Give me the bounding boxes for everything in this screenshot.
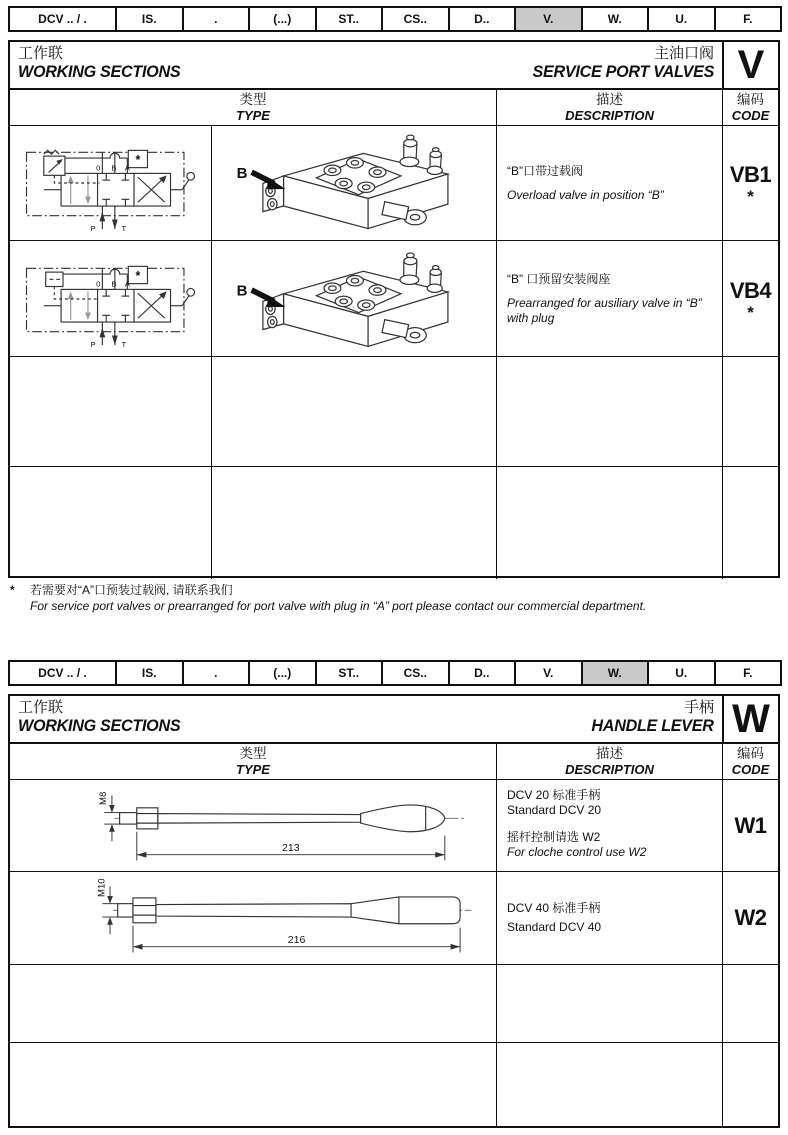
section-title-en: WORKING SECTIONS	[18, 716, 181, 736]
col-desc-en: DESCRIPTION	[565, 107, 654, 123]
code-value: VB1	[729, 162, 772, 188]
col-type-cn: 类型	[239, 91, 267, 107]
section-subtitle-en: SERVICE PORT VALVES	[532, 62, 714, 82]
code-value: W2	[734, 905, 767, 930]
valve-photo-vb4	[212, 241, 496, 356]
port-b-label: B	[110, 163, 116, 173]
tab-cs: CS..	[383, 662, 450, 684]
section-title-cn: 工作联	[18, 699, 64, 716]
description-cell-w2	[497, 872, 723, 964]
col-type-en: TYPE	[236, 107, 270, 123]
photo-port-b-label: B	[236, 282, 248, 300]
asterisk-box-label: *	[134, 152, 140, 167]
index-tab-row-w	[8, 660, 782, 686]
table-header-w	[10, 744, 778, 780]
section-code-letter: W	[722, 696, 778, 742]
description-cell-w1	[497, 780, 723, 871]
desc1-cn: DCV 40 标准手柄	[507, 901, 601, 915]
tab-parens: (...)	[250, 662, 317, 684]
valve-photo-vb1	[212, 126, 496, 240]
footnote-cn: 若需要对“A”口预装过载阀, 请联系我们	[30, 583, 233, 597]
thread-dim-label: M8	[97, 791, 109, 805]
desc1-en: Standard DCV 20	[507, 803, 602, 817]
section-header-v	[10, 42, 778, 90]
section-subtitle-cn: 手柄	[683, 699, 714, 716]
section-service-port-valves	[8, 40, 780, 578]
tab-is: IS.	[117, 662, 184, 684]
table-row-w2	[10, 872, 778, 965]
code-cell-w2	[723, 872, 778, 964]
tab-v: V.	[516, 662, 583, 684]
tab-v-active: V.	[516, 8, 583, 30]
col-code-en: CODE	[731, 107, 770, 123]
desc2-en: For cloche control use W2	[507, 845, 647, 859]
desc2-cn: 摇杆控制请选 W2	[507, 830, 601, 844]
asterisk-box-label: *	[134, 268, 140, 283]
table-row-w1	[10, 780, 778, 872]
tab-d: D..	[450, 662, 517, 684]
col-desc-cn: 描述	[596, 745, 623, 761]
port-t-label: T	[121, 224, 126, 233]
col-code	[723, 90, 778, 125]
col-desc-cn: 描述	[596, 91, 623, 107]
code-cell-vb1	[723, 126, 778, 240]
col-type	[10, 744, 497, 779]
desc1-en: Standard DCV 40	[507, 920, 602, 934]
tab-is: IS.	[117, 8, 184, 30]
code-value: W1	[734, 812, 767, 838]
col-code-cn: 编码	[737, 91, 764, 107]
tab-st: ST..	[317, 662, 384, 684]
tab-d: D..	[450, 8, 517, 30]
code-value: VB4	[729, 277, 772, 303]
col-type	[10, 90, 497, 125]
desc-cn: “B” 口预留安装阀座	[507, 271, 611, 286]
desc-en: Prearranged for ausiliary valve in “B” with plug	[507, 295, 702, 325]
table-header-v	[10, 90, 778, 126]
table-row-vb1	[10, 126, 778, 241]
col-code-cn: 编码	[737, 745, 764, 761]
table-row-empty	[10, 1043, 778, 1128]
port-p-label: P	[90, 339, 96, 349]
tab-w: W.	[583, 8, 650, 30]
code-footnote-marker: *	[747, 302, 754, 322]
code-footnote-marker: *	[747, 187, 754, 207]
desc1-cn: DCV 20 标准手柄	[507, 788, 601, 802]
tab-f: F.	[743, 666, 753, 680]
code-cell-vb4	[723, 241, 778, 356]
port-b-label: B	[110, 279, 116, 289]
port-0-label: 0	[95, 279, 100, 289]
footnote-en: For service port valves or prearranged for port valve with plug in “A” port please contact our commercial department.	[30, 599, 647, 614]
lever-drawing-w1	[21, 782, 486, 870]
col-type-cn: 类型	[239, 745, 267, 761]
tab-dcv: DCV .. / .	[10, 8, 117, 30]
index-tab-row-v	[8, 6, 782, 32]
table-row-empty	[10, 965, 778, 1043]
length-dim-label: 213	[281, 841, 300, 854]
tab-w-active: W.	[583, 662, 650, 684]
table-row-empty	[10, 357, 778, 467]
photo-port-b-label: B	[236, 164, 248, 182]
section-header-w	[10, 696, 778, 744]
tab-cs: CS..	[383, 8, 450, 30]
hydraulic-schematic-vb1	[10, 126, 212, 240]
table-row-empty	[10, 467, 778, 579]
desc-en: Overload valve in position “B”	[507, 187, 664, 202]
section-title-cn: 工作联	[18, 45, 64, 62]
tab-dot: .	[184, 8, 251, 30]
section-title-en: WORKING SECTIONS	[18, 62, 181, 82]
description-cell-vb1	[497, 126, 723, 240]
port-t-label: T	[121, 339, 126, 349]
section-subtitle-en: HANDLE LEVER	[591, 716, 714, 736]
code-cell-w1	[723, 780, 778, 871]
footnote	[10, 582, 646, 614]
tab-parens: (...)	[250, 8, 317, 30]
section-code-letter: V	[722, 42, 778, 88]
port-a-label: A	[124, 279, 130, 289]
section-subtitle-cn: 主油口阀	[653, 45, 714, 62]
col-description	[497, 90, 723, 125]
col-description	[497, 744, 723, 779]
hydraulic-schematic-vb4	[10, 241, 212, 356]
tab-st: ST..	[317, 8, 384, 30]
col-code	[723, 744, 778, 779]
thread-dim-label: M10	[95, 878, 107, 897]
col-desc-en: DESCRIPTION	[565, 761, 654, 777]
lever-drawing-w2	[21, 874, 486, 962]
col-type-en: TYPE	[236, 761, 270, 777]
description-cell-vb4	[497, 241, 723, 356]
footnote-marker: *	[10, 583, 15, 597]
tab-u: U.	[649, 662, 716, 684]
port-0-label: 0	[95, 163, 100, 173]
port-a-label: A	[124, 163, 130, 173]
section-handle-lever	[8, 694, 780, 1128]
desc-cn: “B”口带过载阀	[507, 163, 583, 178]
tab-dcv: DCV .. / .	[10, 662, 117, 684]
tab-f: F.	[743, 12, 753, 26]
tab-u: U.	[649, 8, 716, 30]
table-row-vb4	[10, 241, 778, 357]
col-code-en: CODE	[731, 761, 770, 777]
tab-dot: .	[184, 662, 251, 684]
length-dim-label: 216	[287, 933, 305, 946]
port-p-label: P	[90, 224, 96, 233]
